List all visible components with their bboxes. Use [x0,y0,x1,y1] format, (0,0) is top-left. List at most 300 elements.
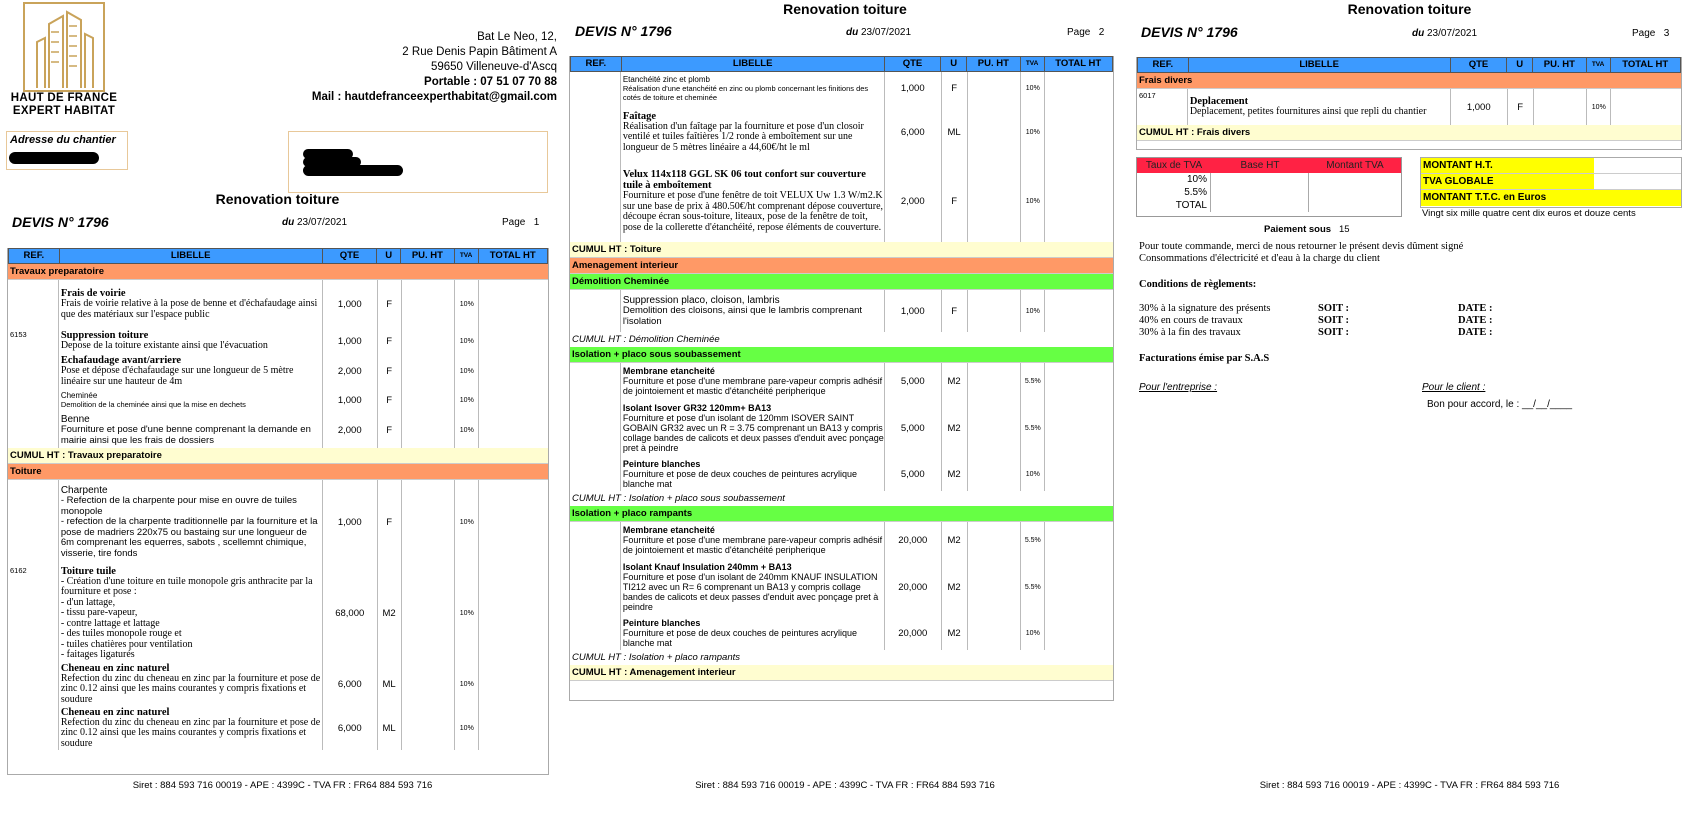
company-address [312,30,557,105]
libelle-cell [621,363,885,399]
column-header: TVA [1021,57,1045,71]
quote-table-3 [1136,57,1682,150]
pu-cell [968,290,1022,332]
tva-cell: 10% [455,412,479,448]
pu-cell [968,616,1022,650]
cumul-row: CUMUL HT : Travaux preparatoire [8,448,548,464]
qty-cell: 68,000 [323,564,378,662]
redacted-address [9,152,99,164]
total-cell [479,354,548,388]
table-row [8,412,548,448]
total-cell [1045,399,1113,457]
unit-cell: M2 [942,363,968,399]
ref-cell [8,480,59,564]
ref-cell [570,363,621,399]
column-header: TOTAL HT [489,250,536,261]
amount-in-words: Vingt six mille quatre cent dix euros et douze cents [1422,208,1636,219]
qty-cell: 1,000 [323,328,378,354]
subcumul-row: CUMUL HT : Isolation + placo sous soubassement [572,493,785,504]
item-description: Fourniture et pose de deux couches de peintures acrylique blanche mat [622,628,857,648]
total-cell [1045,290,1113,332]
vat-col: Taux de TVA [1145,160,1203,171]
ref-cell [570,104,621,160]
qty-cell: 1,000 [885,290,942,332]
tva-cell: 10% [455,328,479,354]
ref-cell [8,354,59,388]
table-row [570,72,1113,104]
email: Mail : hautdefranceexperthabitat@gmail.com [311,91,557,103]
devis-number: DEVIS N° 1796 [575,23,672,39]
column-header: TOTAL HT [1055,58,1102,69]
libelle-cell [621,290,885,332]
page-3 [1130,0,1689,819]
total-cell [1045,522,1113,558]
pu-cell [968,104,1022,160]
qty-cell: 2,000 [885,160,942,242]
commande-text: Pour toute commande, merci de nous retourner le présent devis dûment signé [1139,241,1464,252]
table-row [570,457,1113,491]
cumul-row: CUMUL HT : Toiture [570,242,1113,258]
section-header: Amenagement interieur [570,258,1113,274]
doc-title: Renovation toiture [1347,1,1472,17]
item-description: Demolition de la cheminée ainsi que la mise en dechets [60,400,246,409]
ref-cell: 6162 [8,564,59,662]
subcumul-row: CUMUL HT : Isolation + placo rampants [572,652,740,663]
item-title: Peinture blanches [622,459,701,469]
quote-table-1 [7,248,549,775]
pu-cell [402,564,456,662]
qty-cell: 1,000 [1451,89,1508,125]
qty-cell: 6,000 [323,706,378,750]
bon-pour-accord: Bon pour accord, le : __/__/____ [1427,399,1573,410]
tva-cell: 5.5% [1021,522,1045,558]
pu-cell [968,363,1022,399]
libelle-cell [59,328,323,354]
company-name-1: HAUT DE FRANCE [10,92,118,104]
total-cell [1045,72,1113,104]
table-header [8,248,548,264]
ref-cell [8,706,59,750]
pu-cell [968,558,1022,616]
pour-entreprise: Pour l'entreprise : [1139,382,1218,393]
devis-number: DEVIS N° 1796 [12,214,109,230]
condition-cell: SOIT : [1318,315,1350,326]
item-title: Suppression toiture [60,330,149,342]
item-title: Toiture tuile [60,565,116,577]
table-row [570,104,1113,160]
ref-cell [8,412,59,448]
doc-title: Renovation toiture [783,1,907,17]
libelle-cell [59,280,323,328]
pu-cell [402,706,456,750]
montant-ttc-row: MONTANT T.T.C. en Euros [1421,190,1681,206]
condition-cell: SOIT : [1318,327,1350,338]
pu-cell [402,388,456,412]
page-number: Page 3 [1632,28,1670,39]
pu-cell [402,328,456,354]
libelle-cell [621,399,885,457]
item-title: Cheminée [60,391,98,400]
cumul-row: CUMUL HT : Amenagement interieur [570,665,1113,681]
vat-col: Base HT [1240,160,1280,171]
section-header: Isolation + placo rampants [570,506,1113,522]
item-description: Fourniture et pose d'une membrane pare-vapeur compris adhésif de jointoiement et mastic d'étanchéité peripherique [622,376,883,396]
subcumul-row: CUMUL HT : Démolition Cheminée [572,334,720,345]
devis-date: du 23/07/2021 [846,27,912,38]
ref-cell [570,522,621,558]
item-description: Fourniture et pose d'une fenêtre de toit VELUX Uw 1.3 W/m2.K sur une base de prix à 480.50€/ht comprenant dépose couverture, découpe écran sous-toiture, liteaux, pose de la fenêtre de toit, pose de la collerette d'étanchéité, repose éléments de couverture. [622,190,884,233]
tva-cell: 10% [455,564,479,662]
section-header: Toiture [8,464,548,480]
table-row [570,558,1113,616]
column-header: TVA [1587,58,1611,72]
address-line: Bat Le Neo, 12, [477,31,557,43]
unit-cell: F [378,328,402,354]
item-title: Benne [60,414,90,425]
section-header: Frais divers [1137,73,1681,89]
qty-cell: 20,000 [885,558,942,616]
condition-cell: DATE : [1458,303,1493,314]
ref-cell [8,280,59,328]
vat-row: TOTAL [1137,199,1401,212]
vat-row: 10% [1137,173,1401,186]
column-header: LIBELLE [622,57,885,71]
table-row [570,616,1113,650]
condition-cell: DATE : [1458,315,1493,326]
tva-cell: 10% [455,662,479,706]
column-header: U [377,249,401,263]
item-title: Deplacement [1189,96,1249,108]
pu-cell [968,399,1022,457]
item-description: Frais de voirie relative à la pose de benne et d'échafaudage ainsi que des matériaux sur l'espace public [60,298,318,320]
column-header: U [941,57,967,71]
item-description: Fourniture et pose d'une benne comprenant la demande en mairie ainsi que les frais de dossiers [60,424,311,446]
table-row [570,522,1113,558]
quote-table-2 [569,56,1114,701]
table-row [8,662,548,706]
tva-cell: 10% [1021,104,1045,160]
item-description: - Refection de la charpente pour mise en ouvre de tuiles monopole - refection de la charpente traditionnelle par la fourniture et la pose de madriers 220x75 ou bastaing sur une longueur de 6m comprenant les equerres, sabots , scellemnt chimique, visserie, tire fonds [60,495,318,559]
column-header: REF. [9,249,60,263]
item-description: Pose et dépose d'échafaudage sur une longueur de 5 mètre linéaire sur une hauteur de 4m [60,365,294,387]
unit-cell: F [942,290,968,332]
unit-cell: M2 [378,564,402,662]
column-header: QTE [1451,58,1508,72]
unit-cell: M2 [942,522,968,558]
item-description: Demolition des cloisons, ainsi que le lambris comprenant l'isolation [622,305,863,327]
libelle-cell [621,558,885,616]
libelle-cell [59,564,323,662]
table-row [8,564,548,662]
libelle-cell [1188,89,1451,125]
item-description: Fourniture et pose d'un isolant de 240mm KNAUF INSULATION TI212 avec un R= 6 comprenant un BA13 y compris collage bandes de calicots et deux passes d'enduit avec ponçage pret à peindre [622,572,879,612]
unit-cell: F [378,480,402,564]
table-row [570,363,1113,399]
page-1 [0,0,565,819]
item-description: Fourniture et pose d'une membrane pare-vapeur compris adhésif de jointoiement et mastic d'étanchéité peripherique [622,535,883,555]
tva-cell: 10% [1021,160,1045,242]
qty-cell: 2,000 [323,412,378,448]
page-number: Page 1 [502,217,540,228]
qty-cell: 5,000 [885,457,942,491]
unit-cell: M2 [942,616,968,650]
unit-cell: M2 [942,399,968,457]
column-header: PU. HT [1533,58,1587,72]
total-cell [479,706,548,750]
libelle-cell [621,522,885,558]
devis-number: DEVIS N° 1796 [1141,24,1238,40]
unit-cell: F [942,160,968,242]
condition-cell: DATE : [1458,327,1493,338]
total-cell [1045,160,1113,242]
item-title: Charpente [60,485,108,496]
item-title: Suppression placo, cloison, lambris [622,295,780,306]
total-cell [479,564,548,662]
column-header: QTE [885,57,942,71]
total-cell [1045,457,1113,491]
ref-cell [570,457,621,491]
condition-cell: 40% en cours de travaux [1139,315,1243,326]
column-header: TVA [455,249,479,263]
ref-cell [570,160,621,242]
vat-header [1137,158,1401,173]
company-logo [9,2,119,128]
tva-cell: 10% [1021,616,1045,650]
libelle-cell [59,412,323,448]
unit-cell: F [378,388,402,412]
item-title: Isolant Knauf Insulation 240mm + BA13 [622,562,792,572]
tva-cell: 10% [455,388,479,412]
item-description: Refection du zinc du cheneau en zinc par la fourniture et pose de zinc 0.12 ainsi que les mains courantes y compris fixations et soudure [60,672,321,705]
footer-siret: Siret : 884 593 716 00019 - APE : 4399C - TVA FR : FR64 884 593 716 [695,780,995,791]
total-cell [479,328,548,354]
ref-cell [570,558,621,616]
item-description: - Création d'une toiture en tuile monopole gris anthracite par la fourniture et pose : - d'un lattage, - tissu pare-vapeur, - contre lattage et lattage - des tuiles monopole rouge et - tuiles chatières pour ventilation - faitages ligaturés [60,575,313,660]
qty-cell: 20,000 [885,616,942,650]
tva-cell: 10% [455,280,479,328]
unit-cell: ML [942,104,968,160]
column-header: LIBELLE [1189,58,1451,72]
qty-cell: 2,000 [323,354,378,388]
pu-cell [402,412,456,448]
libelle-cell [621,616,885,650]
total-cell [479,662,548,706]
total-cell [479,388,548,412]
chantier-box [6,131,128,170]
pu-cell [968,457,1022,491]
company-name-2: EXPERT HABITAT [12,105,116,117]
unit-cell: ML [378,662,402,706]
conditions-title: Conditions de règlements: [1139,279,1257,290]
qty-cell: 5,000 [885,399,942,457]
libelle-cell [621,72,885,104]
unit-cell: F [1508,89,1534,125]
client-box [288,131,548,193]
qty-cell: 20,000 [885,522,942,558]
ref-cell [570,616,621,650]
doc-title: Renovation toiture [215,191,340,207]
cumul-row: CUMUL HT : Frais divers [1137,125,1681,141]
total-cell [479,480,548,564]
item-title: Isolant Isover GR32 120mm+ BA13 [622,403,772,413]
devis-date: du 23/07/2021 [282,217,348,228]
ref-cell [8,388,59,412]
tva-cell: 10% [1021,72,1045,104]
item-description: Refection du zinc du cheneau en zinc par la fourniture et pose de zinc 0.12 ainsi que les mains courantes y compris fixations et soudure [60,716,321,749]
qty-cell: 6,000 [885,104,942,160]
qty-cell: 1,000 [323,388,378,412]
libelle-cell [59,354,323,388]
unit-cell: ML [378,706,402,750]
total-cell [1045,616,1113,650]
item-description: Depose de la toiture existante ainsi que l'évacuation [60,340,268,352]
table-row [570,160,1113,242]
ref-cell: 6153 [8,328,59,354]
item-description: Fourniture et pose d'un isolant de 120mm ISOVER SAINT GOBAIN GR32 avec un R = 3.75 comprenant un BA13 y compris collage bandes de calicots et deux passes d'enduit avec ponçage pret à peindre [622,413,884,453]
ref-cell [570,72,621,104]
qty-cell: 6,000 [323,662,378,706]
libelle-cell [59,388,323,412]
item-description: Réalisation d'un faîtage par la fourniture et pose d'un closoir ventilé et tuiles faîtières 1/2 ronde à emboîtement sur une longueur de 5 mètres linéaire a 44,60€/ht le ml [622,120,864,153]
ref-cell [8,662,59,706]
condition-cell: 30% à la signature des présents [1139,303,1271,314]
item-title: Membrane etancheité [622,525,715,535]
totals-table [1420,157,1682,208]
libelle-cell [59,662,323,706]
pu-cell [968,160,1022,242]
item-title: Cheneau en zinc naturel [60,706,170,718]
address-line: 59650 Villeneuve-d'Ascq [430,61,557,73]
montant-ht-row: MONTANT H.T. [1421,158,1681,174]
table-header [1137,57,1681,73]
item-title: Etanchéité zinc et plomb [622,74,710,84]
item-title: Faîtage [622,110,657,122]
qty-cell: 1,000 [885,72,942,104]
item-description: Deplacement, petites fournitures ainsi que repli du chantier [1189,106,1427,118]
building-logo-icon [23,2,105,92]
libelle-cell [621,104,885,160]
consommation-text: Consommations d'électricité et d'eau à la charge du client [1139,253,1380,264]
ref-cell [570,399,621,457]
chantier-label: Adresse du chantier [10,134,116,146]
unit-cell: M2 [942,457,968,491]
libelle-cell [621,160,885,242]
page-2 [565,0,1125,819]
item-title: Echafaudage avant/arriere [60,355,182,366]
tva-cell: 10% [1587,89,1611,125]
devis-date: du 23/07/2021 [1412,28,1478,39]
libelle-cell [59,480,323,564]
total-cell [1045,558,1113,616]
section-header: Isolation + placo sous soubassement [570,347,1113,363]
vat-col: Montant TVA [1326,160,1384,171]
redacted-client [303,165,403,176]
column-header: REF. [571,57,622,71]
table-row [8,280,548,328]
vat-row: 5.5% [1137,186,1401,199]
item-title: Membrane etancheité [622,366,715,376]
pu-cell [402,480,456,564]
unit-cell: F [378,280,402,328]
pu-cell [968,522,1022,558]
item-title: Peinture blanches [622,618,701,628]
tva-cell: 10% [1021,457,1045,491]
qty-cell: 1,000 [323,480,378,564]
paiement: Paiement sous 15 [1264,224,1350,235]
address-line: 2 Rue Denis Papin Bâtiment A [402,46,557,58]
qty-cell: 1,000 [323,280,378,328]
tva-cell: 10% [455,354,479,388]
pour-client: Pour le client : [1422,382,1486,393]
tva-cell: 5.5% [1021,363,1045,399]
table-row [8,354,548,388]
tva-globale-row: TVA GLOBALE [1421,174,1681,190]
unit-cell: F [942,72,968,104]
pu-cell [968,72,1022,104]
column-header: QTE [323,249,378,263]
unit-cell: F [378,412,402,448]
phone: Portable : 07 51 07 70 88 [424,76,557,88]
tva-cell: 10% [455,480,479,564]
column-header: PU. HT [401,249,455,263]
item-description: Fourniture et pose de deux couches de peintures acrylique blanche mat [622,469,857,489]
tva-cell: 5.5% [1021,558,1045,616]
item-title: Cheneau en zinc naturel [60,662,170,674]
unit-cell: F [378,354,402,388]
section-header: Démolition Cheminée [570,274,1113,290]
item-title: Velux 114x118 GGL SK 06 tout confort sur couverture tuile à emboîtement [622,169,866,191]
total-cell [1045,363,1113,399]
total-cell [479,280,548,328]
condition-cell: SOIT : [1318,303,1350,314]
table-row [8,480,548,564]
facturation-text: Facturations émise par S.A.S [1139,353,1270,364]
footer-siret: Siret : 884 593 716 00019 - APE : 4399C - TVA FR : FR64 884 593 716 [1259,780,1560,791]
ref-cell: 6017 [1137,89,1188,125]
table-row [570,399,1113,457]
libelle-cell [621,457,885,491]
page-number: Page 2 [1067,27,1105,38]
total-cell [1611,89,1681,125]
vat-table [1136,157,1402,217]
pu-cell [402,354,456,388]
total-cell [1045,104,1113,160]
condition-cell: 30% à la fin des travaux [1139,327,1241,338]
qty-cell: 5,000 [885,363,942,399]
unit-cell: M2 [942,558,968,616]
section-header: Travaux preparatoire [8,264,548,280]
pu-cell [402,662,456,706]
column-header: PU. HT [967,57,1021,71]
column-header: REF. [1138,58,1189,72]
pu-cell [1534,89,1588,125]
ref-cell [570,290,621,332]
pu-cell [402,280,456,328]
table-row [1137,89,1681,125]
table-row [8,328,548,354]
column-header: TOTAL HT [1622,59,1669,70]
column-header: LIBELLE [60,249,323,263]
tva-cell: 10% [1021,290,1045,332]
total-cell [479,412,548,448]
tva-cell: 5.5% [1021,399,1045,457]
item-description: Réalisation d'une etanchéité en zinc ou plomb concernant les finitions des cotés de toiture et cheminée [622,83,869,102]
column-header: U [1507,58,1533,72]
footer-siret: Siret : 884 593 716 00019 - APE : 4399C - TVA FR : FR64 884 593 716 [132,780,433,791]
table-row [8,706,548,750]
libelle-cell [59,706,323,750]
table-row [570,290,1113,332]
